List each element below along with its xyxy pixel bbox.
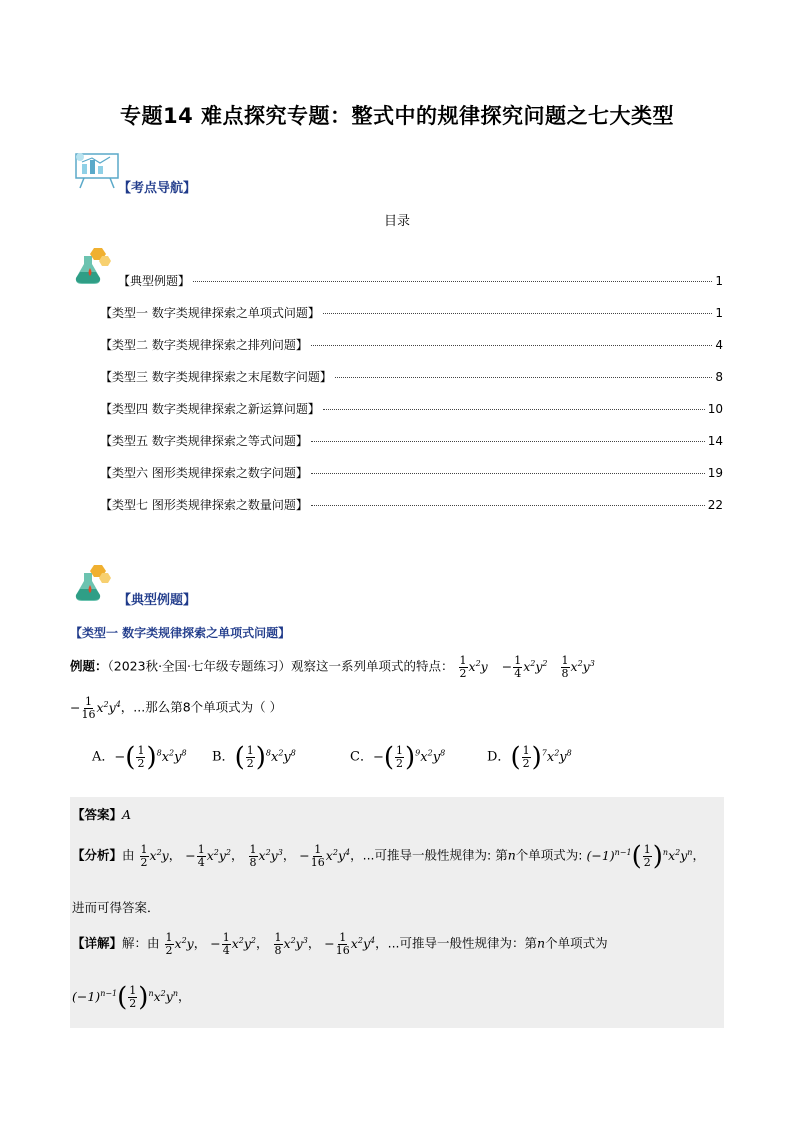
toc-leader — [311, 505, 705, 506]
example-line-2 — [70, 696, 282, 720]
toc-item-type3[interactable] — [100, 368, 723, 386]
example-tail: ，...那么第8个单项式为（ ） — [120, 699, 283, 715]
example-line-1 — [70, 655, 595, 679]
option-c[interactable]: C．−( $\frac{1}{2}$ )$^9x^2y^8$ — [350, 742, 446, 772]
toc-item-label: 【类型五 数字类规律探索之等式问题】 — [100, 434, 308, 448]
toc-item-type4[interactable] — [100, 400, 723, 418]
toc-page-number: 10 — [707, 402, 723, 416]
detail-label: 【详解】 — [72, 935, 123, 951]
detail-text: ，...可推导一般性规律为：第 — [375, 935, 538, 951]
toc-item-type6[interactable] — [100, 464, 723, 482]
analysis-conclusion: 进而可得答案． — [72, 900, 160, 915]
analysis-text: 个单项式为: — [515, 847, 583, 863]
toc-item-label: 【典型例题】 — [118, 274, 191, 288]
formula-term-2: − $\frac{1}{4}$ $x^2y^2$ — [501, 654, 548, 680]
option-c-label: C． — [350, 749, 373, 765]
section-label: 【典型例题】 — [118, 593, 197, 608]
page-title: 专题14 难点探究专题：整式中的规律探究问题之七大类型 — [119, 104, 675, 128]
toc-item-label: 【类型七 图形类规律探索之数量问题】 — [100, 498, 308, 512]
toc-item-label: 【类型六 图形类规律探索之数字问题】 — [100, 466, 308, 480]
toc-item-type1[interactable] — [100, 304, 723, 322]
example-prefix: 例题： — [70, 658, 108, 674]
option-b[interactable]: B．( $\frac{1}{2}$ )$^8x^2y^8$ — [212, 742, 296, 772]
toc-item-type7[interactable] — [100, 496, 723, 514]
formula-term-3: $\frac{1}{8}$ $x^2y^3$ — [561, 654, 595, 680]
toc-item-label: 【类型三 数字类规律探索之末尾数字问题】 — [100, 370, 332, 384]
toc-leader — [311, 345, 713, 346]
analysis-text: 由 — [122, 847, 135, 863]
toc-item-label: 【类型二 数字类规律探索之排列问题】 — [100, 338, 308, 352]
type-heading: 【类型一 数字类规律探索之单项式问题】 — [70, 626, 291, 640]
answer-line — [72, 805, 131, 823]
toc-item-label: 【类型四 数字类规律探索之新运算问题】 — [100, 402, 320, 416]
analysis-line: 【分析】由 $\frac{1}{2}$ $x^2y$， − $\frac{1}{4}$ $x^2y^2$， $\frac{1}{8}$ $x^2y^3$， − $\frac{1}{16}$ $x^2y^4$，...可推导一般性规律为: 第n个单项式为: $(-1)^{n-1}$( $\frac{1}{2}$ )$^nx^2y^n$， — [72, 841, 705, 871]
nav-label: 【考点导航】 — [118, 181, 197, 196]
detail-line: 【详解】解：由 $\frac{1}{2}$ $x^2y$， − $\frac{1}{4}$ $x^2y^2$， $\frac{1}{8}$ $x^2y^3$， − $\frac{1}{16}$ $x^2y^4$，...可推导一般性规律为：第n个单项式为 — [72, 931, 608, 957]
toc-item-type5[interactable] — [100, 432, 723, 450]
detail-text: 个单项式为 — [545, 935, 608, 951]
toc-leader — [311, 441, 705, 442]
toc-page-number: 1 — [715, 306, 723, 320]
example-source: （2023秋·全国·七年级专题练习）观察这一系列单项式的特点： — [107, 658, 454, 674]
analysis-text: ，...可推导一般性规律为: 第 — [350, 847, 508, 863]
option-a-label: A． — [92, 749, 115, 765]
answer-value: A — [122, 807, 132, 822]
formula-term-4: − $\frac{1}{16}$ $x^2y^4$ — [70, 695, 121, 721]
toc-page-number: 14 — [707, 434, 723, 448]
toc-heading: 目录 — [383, 214, 410, 229]
toc-page-number: 1 — [715, 274, 723, 288]
presentation-board-icon — [74, 150, 124, 190]
toc-leader — [335, 377, 713, 378]
toc-page-number: 22 — [707, 498, 723, 512]
flask-icon — [72, 563, 112, 603]
option-b-label: B． — [212, 749, 235, 765]
analysis-label: 【分析】 — [72, 847, 123, 863]
flask-icon — [72, 246, 112, 286]
toc-leader — [193, 281, 712, 282]
toc-item-typical[interactable] — [118, 272, 723, 290]
option-d[interactable]: D．( $\frac{1}{2}$ )$^7x^2y^8$ — [487, 742, 572, 772]
detail-formula: $(-1)^{n-1}$( $\frac{1}{2}$ )$^nx^2y^n$， — [72, 982, 191, 1012]
option-a[interactable]: A．−( $\frac{1}{2}$ )$^8x^2y^8$ — [92, 742, 187, 772]
answer-label: 【答案】 — [72, 807, 123, 822]
toc-leader — [323, 313, 713, 314]
toc-page-number: 19 — [707, 466, 723, 480]
toc-page-number: 4 — [715, 338, 723, 352]
toc-leader — [311, 473, 705, 474]
formula-term-1: $\frac{1}{2}$ $x^2y$ — [459, 654, 488, 680]
toc-leader — [323, 409, 705, 410]
toc-item-type2[interactable] — [100, 336, 723, 354]
detail-text: 解：由 — [122, 935, 160, 951]
option-d-label: D． — [487, 749, 511, 765]
toc-item-label: 【类型一 数字类规律探索之单项式问题】 — [100, 306, 320, 320]
toc-page-number: 8 — [715, 370, 723, 384]
